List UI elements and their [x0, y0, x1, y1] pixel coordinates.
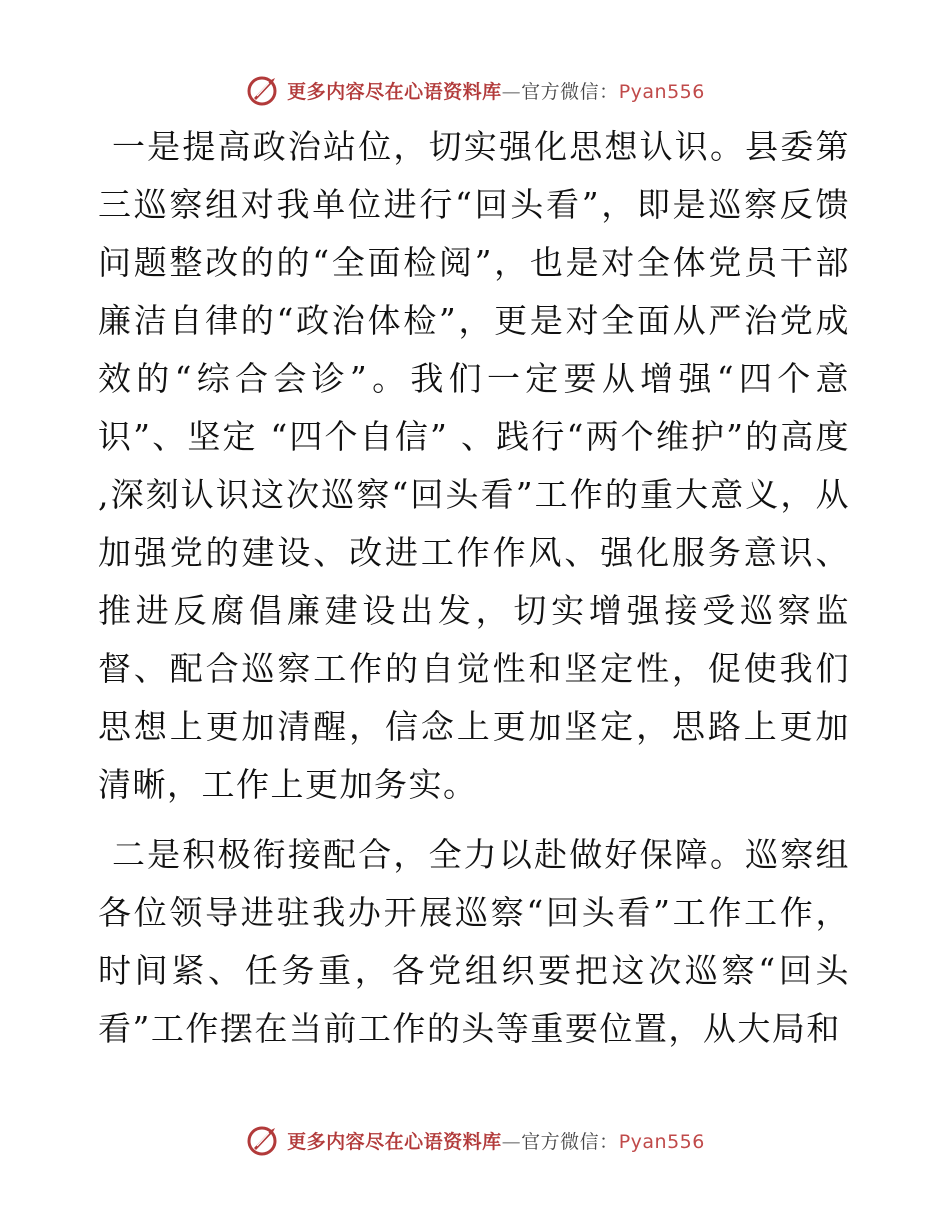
header-banner-text [287, 77, 705, 104]
header-watermark-banner [0, 68, 950, 112]
header-wechat-id: Pyan556 [618, 80, 705, 103]
paragraph-1: 一是提高政治站位，切实强化思想认识。县委第三巡察组对我单位进行“回头看”，即是巡察反馈问题整改的的“全面检阅”，也是对全体党员干部廉洁自律的“政治体检”，更是对全面从严治党成效的“综合会诊”。我们一定要从增强“四个意识”、坚定 “四个自信” 、践行“两个维护”的高度 ,深刻认识这次巡察“回头看”工作的重大意义，从加强党的建设、改进工作作风、强化服务意识、推进反腐倡廉建设出发，切实增强接受巡察监督、配合巡察工作的自觉性和坚定性，促使我们思想上更加清醒，信念上更加坚定，思路上更加清晰，工作上更加务实。 [98, 127, 850, 804]
paragraph-2: 二是积极衔接配合，全力以赴做好保障。巡察组各位领导进驻我办开展巡察“回头看”工作工作，时间紧、任务重，各党组织要把这次巡察“回头看”工作摆在当前工作的头等重要位置，从大局和 [98, 835, 850, 1048]
footer-brand: 更多内容尽在心语资料库 [287, 1130, 502, 1153]
footer-wechat-id: Pyan556 [618, 1130, 705, 1153]
footer-watermark-banner [0, 1118, 950, 1162]
quill-pen-logo-icon [245, 72, 281, 108]
footer-banner-text [287, 1127, 705, 1154]
header-separator: — [501, 80, 522, 103]
footer-separator: — [501, 1130, 522, 1153]
header-brand: 更多内容尽在心语资料库 [287, 80, 502, 103]
document-body [98, 118, 850, 1058]
quill-pen-logo-icon [245, 1122, 281, 1158]
footer-wechat-label: 官方微信： [521, 1130, 619, 1153]
header-wechat-label: 官方微信： [521, 80, 619, 103]
